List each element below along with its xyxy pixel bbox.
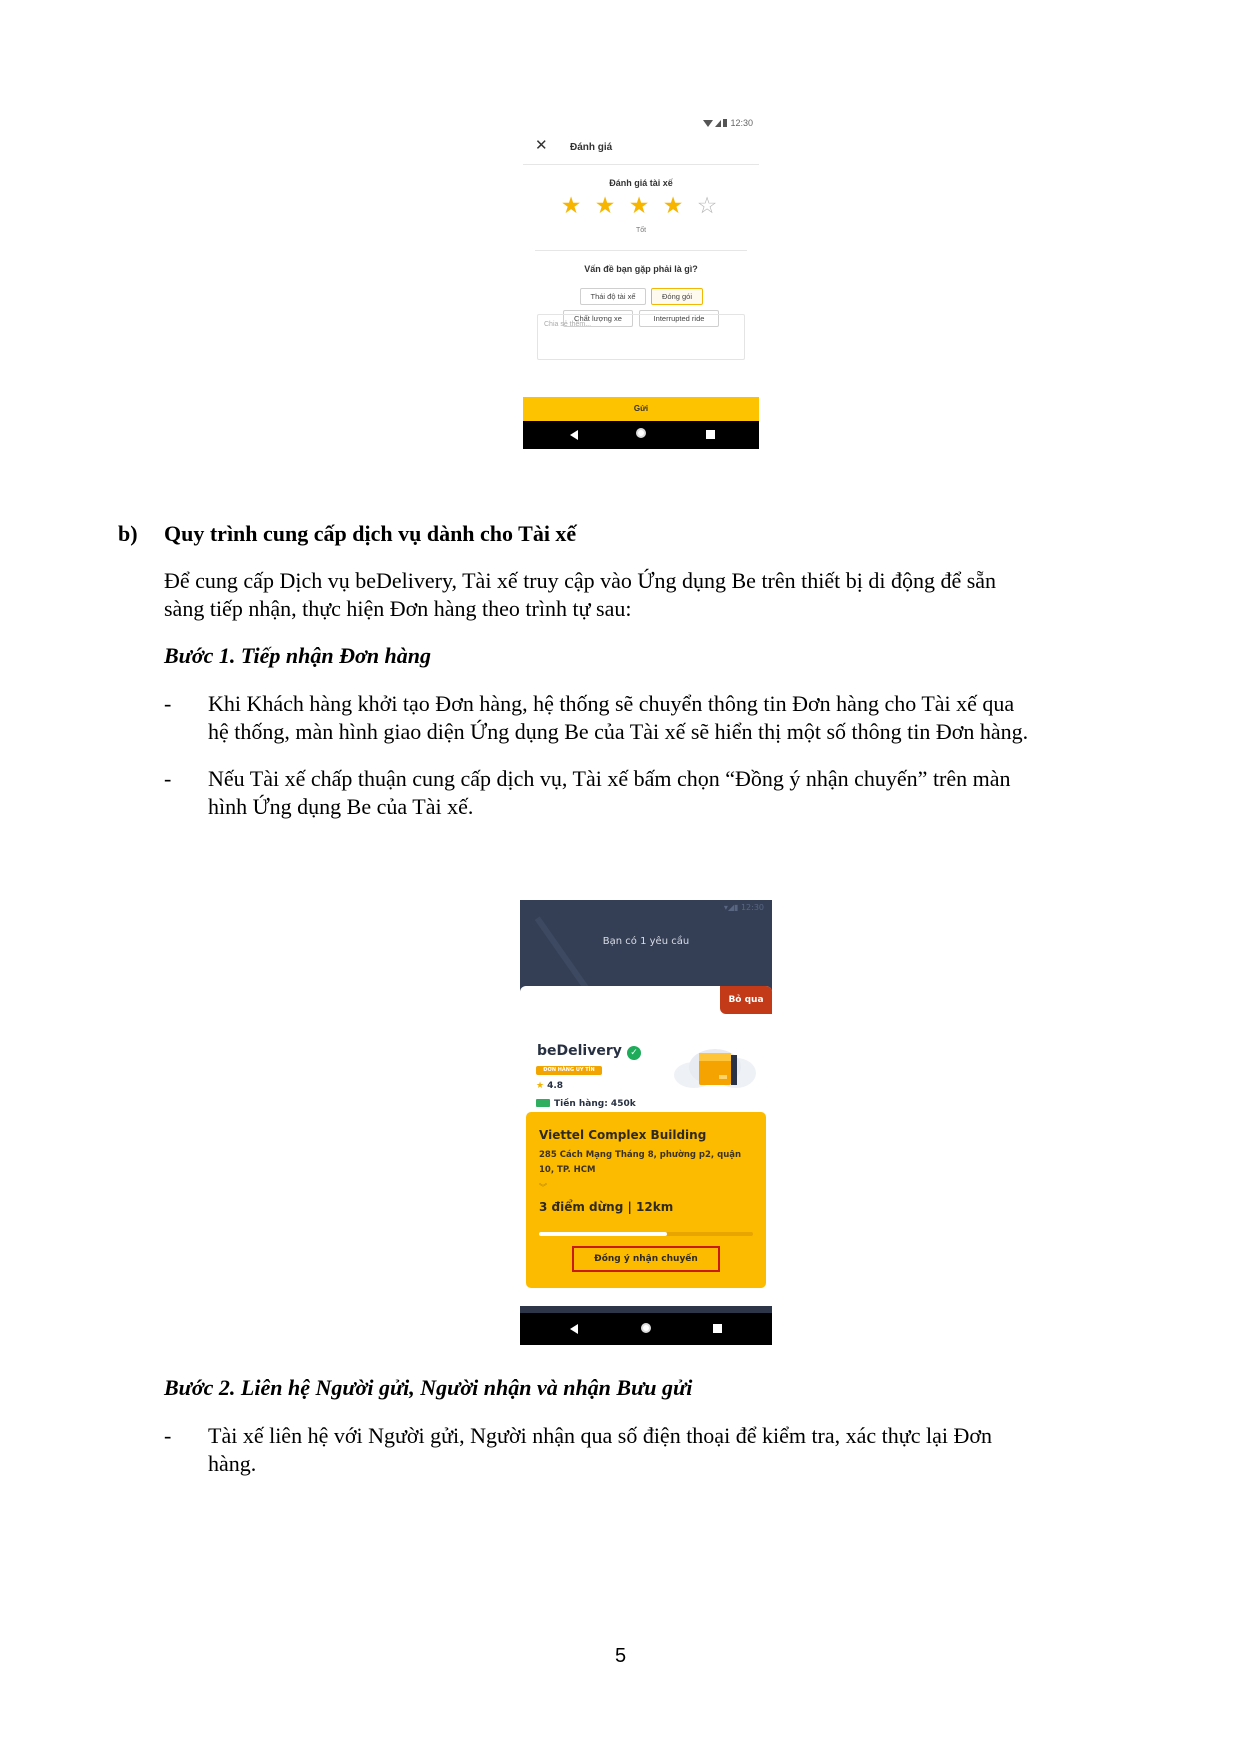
step-1-bullet-2-line-2: hình Ứng dụng Be của Tài xế.: [208, 794, 474, 819]
back-icon[interactable]: [570, 1324, 578, 1334]
chip-driver-attitude[interactable]: Thái độ tài xế: [580, 288, 646, 305]
route-panel: [526, 1112, 766, 1288]
request-banner: Bạn có 1 yêu cầu: [602, 936, 690, 947]
timer-progress-bar: [539, 1232, 753, 1236]
service-name: beDelivery: [537, 1043, 622, 1059]
star-outline-icon[interactable]: ☆: [696, 192, 718, 218]
star-icon[interactable]: ★: [628, 192, 650, 218]
skip-button[interactable]: Bỏ qua: [720, 986, 772, 1014]
bullet-dash: -: [164, 691, 172, 716]
rating-word: Tốt: [635, 227, 647, 234]
rate-driver-label: Đánh giá tài xế: [609, 178, 673, 188]
goods-amount: [536, 1099, 636, 1109]
battery-icon: [723, 119, 727, 127]
star-icon[interactable]: ★: [662, 192, 684, 218]
home-icon[interactable]: [641, 1323, 651, 1333]
rating-value: 4.8: [547, 1081, 564, 1091]
pickup-address: [539, 1148, 759, 1178]
stops-distance: 3 điểm dừng | 12km: [539, 1200, 674, 1214]
comment-field[interactable]: [537, 314, 745, 360]
step-1-bullet-2-line-1: Nếu Tài xế chấp thuận cung cấp dịch vụ, Tài xế bấm chọn “Đồng ý nhận chuyến” trên màn: [208, 766, 1011, 791]
package-illustration-icon: [672, 1045, 758, 1089]
comment-placeholder: Chia sẻ thêm...: [544, 321, 592, 328]
rating: [536, 1081, 563, 1091]
map-road: [535, 916, 592, 993]
accept-ride-button[interactable]: Đồng ý nhận chuyến: [572, 1246, 720, 1272]
section-title: Quy trình cung cấp dịch vụ dành cho Tài xế: [164, 521, 577, 546]
chevron-down-icon: ︾: [539, 1183, 547, 1192]
send-button[interactable]: Gửi: [523, 397, 759, 421]
star-icon[interactable]: ★: [560, 192, 582, 218]
close-icon[interactable]: ✕: [535, 137, 548, 154]
trusted-order-badge: ĐƠN HÀNG UY TÍN: [536, 1066, 602, 1075]
chip-packaging[interactable]: Đóng gói: [651, 288, 703, 305]
recent-apps-icon[interactable]: [713, 1324, 722, 1333]
android-nav-bar: [523, 421, 759, 449]
question-label: Vấn đề bạn gặp phải là gì?: [584, 264, 698, 274]
order-card: [520, 986, 772, 1306]
signal-icon: [715, 120, 721, 127]
home-icon[interactable]: [636, 428, 646, 438]
address-line-1: 285 Cách Mạng Tháng 8, phường p2, quận: [539, 1150, 742, 1160]
step-2-title: Bước 2. Liên hệ Người gửi, Người nhận và nhận Bưu gửi: [164, 1375, 693, 1400]
bullet-dash: -: [164, 766, 172, 791]
status-bar: [703, 118, 753, 128]
chip-vehicle-quality[interactable]: Chất lượng xe: [563, 310, 633, 327]
address-line-2: 10, TP. HCM: [539, 1165, 596, 1175]
goods-amount-text: Tiền hàng: 450k: [554, 1099, 636, 1109]
step-2-bullet-1-line-1: Tài xế liên hệ với Người gửi, Người nhận qua số điện thoại để kiểm tra, xác thực lại Đơn: [208, 1423, 992, 1448]
status-bar: ▾◢▮ 12:30: [723, 903, 764, 912]
pickup-place-name: Viettel Complex Building: [539, 1128, 707, 1142]
step-2-bullet-1-line-2: hàng.: [208, 1451, 257, 1476]
divider: [535, 250, 747, 251]
star-rating[interactable]: [559, 193, 729, 219]
divider: [523, 164, 759, 165]
step-1-title: Bước 1. Tiếp nhận Đơn hàng: [164, 643, 432, 668]
chip-interrupted-ride[interactable]: Interrupted ride: [639, 310, 719, 327]
status-time: 12:30: [740, 903, 764, 912]
intro-line-1: [164, 567, 1126, 595]
intro-text-1: Để cung cấp Dịch vụ beDelivery, Tài xế truy cập vào Ứng dụng Be trên thiết bị di động để sẵn: [164, 568, 997, 593]
section-marker: b): [118, 521, 138, 546]
android-nav-bar: [520, 1313, 772, 1345]
bullet-dash: -: [164, 1423, 172, 1448]
verified-check-icon: ✓: [627, 1046, 641, 1060]
driver-request-screenshot: [520, 900, 772, 1345]
screen-title: Đánh giá: [570, 142, 613, 153]
recent-apps-icon[interactable]: [706, 430, 715, 439]
intro-line-2: sàng tiếp nhận, thực hiện Đơn hàng theo trình tự sau:: [164, 596, 632, 621]
star-icon: ★: [536, 1081, 545, 1091]
rating-screenshot: [523, 108, 759, 498]
status-time: 12:30: [730, 118, 753, 128]
cash-icon: [536, 1099, 550, 1107]
back-icon[interactable]: [570, 430, 578, 440]
step-1-bullet-1-line-1: Khi Khách hàng khởi tạo Đơn hàng, hệ thống sẽ chuyển thông tin Đơn hàng cho Tài xế qua: [208, 691, 1015, 716]
wifi-icon: [703, 120, 713, 127]
star-icon[interactable]: ★: [594, 192, 616, 218]
timer-progress-fill: [539, 1232, 667, 1236]
step-1-bullet-1-line-2: hệ thống, màn hình giao diện Ứng dụng Be của Tài xế sẽ hiển thị một số thông tin Đơn hàng.: [208, 719, 1029, 744]
page-number: 5: [614, 1645, 627, 1667]
